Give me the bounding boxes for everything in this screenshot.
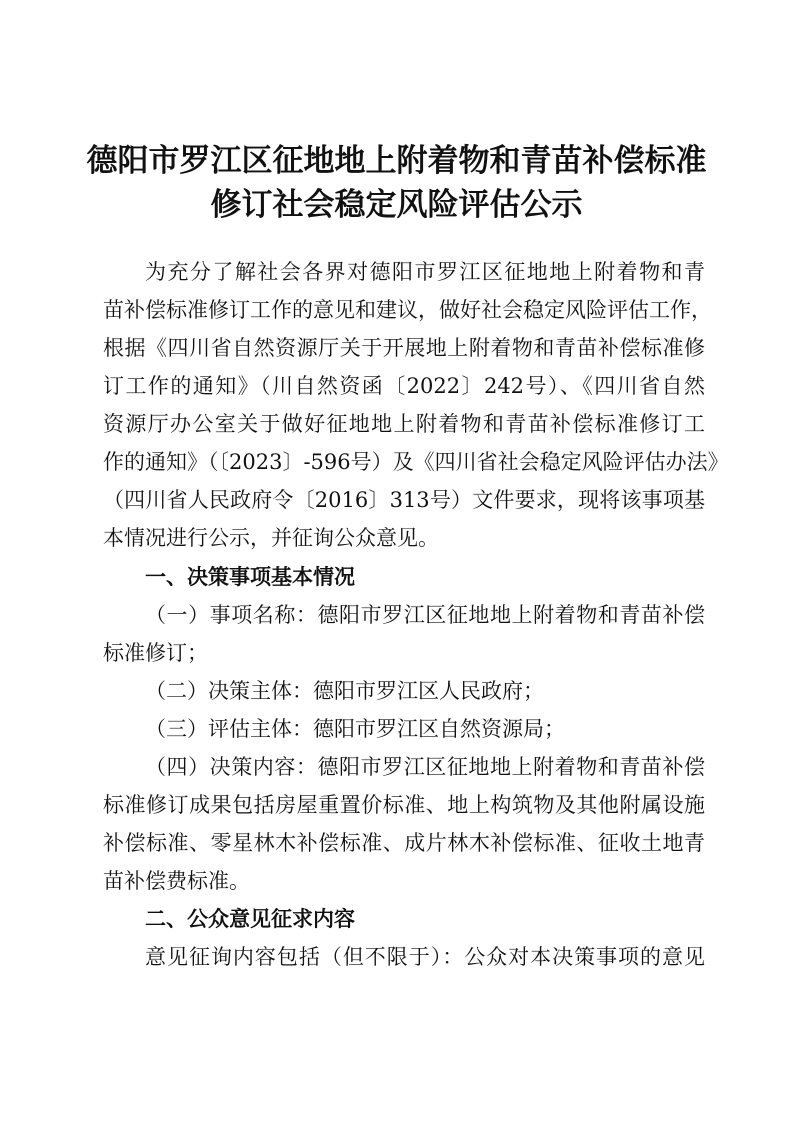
section-heading-public-opinion: 二、公众意见征求内容 (145, 907, 355, 931)
intro-line: 订工作的通知》（川自然资函〔2022〕242号）、《四川省自然 (103, 374, 705, 398)
intro-line: 本情况进行公示，并征询公众意见。 (103, 526, 439, 550)
intro-line: 根据《四川省自然资源厅关于开展地上附着物和青苗补偿标准修 (103, 336, 705, 360)
item-content-line: 标准修订成果包括房屋重置价标准、地上构筑物及其他附属设施 (103, 793, 705, 817)
item-decision-subject: （二）决策主体：德阳市罗江区人民政府； (145, 679, 544, 703)
item-assessment-subject: （三）评估主体：德阳市罗江区自然资源局； (145, 717, 565, 741)
intro-line: 苗补偿标准修订工作的意见和建议，做好社会稳定风险评估工作， (103, 298, 712, 322)
item-content-line: 苗补偿费标准。 (103, 869, 250, 893)
item-content-line: （四）决策内容：德阳市罗江区征地地上附着物和青苗补偿 (145, 755, 705, 779)
section-heading-decision-info: 一、决策事项基本情况 (145, 565, 355, 589)
item-content-line: 补偿标准、零星林木补偿标准、成片林木补偿标准、征收土地青 (103, 831, 705, 855)
intro-line: 资源厅办公室关于做好征地地上附着物和青苗补偿标准修订工 (103, 412, 705, 436)
document-title-line-2: 修订社会稳定风险评估公示 (210, 187, 583, 223)
intro-line: 作的通知》（〔2023〕-596号）及《四川省社会稳定风险评估办法》 (103, 450, 729, 474)
document-title-line-1: 德阳市罗江区征地地上附着物和青苗补偿标准 (86, 143, 707, 179)
item-name-line: 标准修订； (103, 641, 208, 665)
intro-line: （四川省人民政府令〔2016〕313号）文件要求，现将该事项基 (103, 488, 705, 512)
item-name-line: （一）事项名称：德阳市罗江区征地地上附着物和青苗补偿 (145, 603, 705, 627)
intro-line: 为充分了解社会各界对德阳市罗江区征地地上附着物和青 (145, 260, 705, 284)
public-opinion-line: 意见征询内容包括（但不限于）：公众对本决策事项的意见 (145, 945, 705, 969)
